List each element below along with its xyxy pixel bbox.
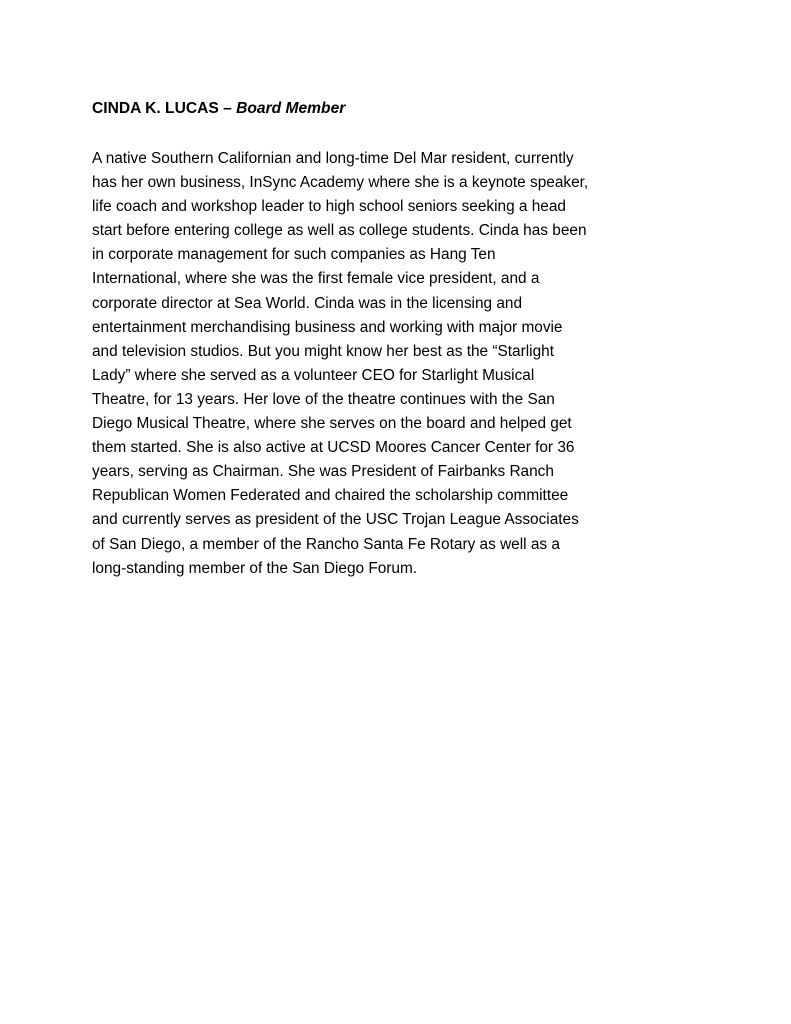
document-content	[92, 97, 732, 581]
bio-line: corporate director at Sea World. Cinda was in the licensing and	[92, 294, 523, 312]
heading-separator: –	[218, 100, 237, 117]
profile-heading	[92, 97, 732, 121]
bio-line: life coach and workshop leader to high school seniors seeking a head	[92, 198, 566, 216]
bio-line: and currently serves as president of the USC Trojan League Associates	[92, 511, 579, 529]
bio-line: A native Southern Californian and long-time Del Mar resident, currently	[92, 150, 574, 167]
bio-line: entertainment merchandising business and working with major movie	[92, 318, 563, 336]
bio-line: and television studios. But you might know her best as the “Starlight	[92, 342, 554, 360]
person-name: CINDA K. LUCAS	[92, 100, 219, 117]
bio-line: Diego Musical Theatre, where she serves on the board and helped get	[92, 415, 572, 433]
bio-line: Lady” where she served as a volunteer CEO for Starlight Musical	[92, 366, 535, 384]
bio-line: of San Diego, a member of the Rancho Santa Fe Rotary as well as a	[92, 535, 560, 553]
bio-line: in corporate management for such companies as Hang Ten	[92, 246, 496, 264]
bio-line: start before entering college as well as college students. Cinda has been	[92, 222, 587, 240]
bio-line: them started. She is also active at UCSD Moores Cancer Center for 36	[92, 439, 575, 457]
bio-line: long-standing member of the San Diego Forum.	[92, 559, 418, 577]
bio-line: years, serving as Chairman. She was President of Fairbanks Ranch	[92, 463, 554, 481]
person-role: Board Member	[236, 100, 346, 117]
bio-line: has her own business, InSync Academy where she is a keynote speaker,	[92, 174, 589, 192]
bio-line: International, where she was the first female vice president, and a	[92, 270, 540, 288]
bio-line: Republican Women Federated and chaired the scholarship committee	[92, 487, 569, 505]
bio-line: Theatre, for 13 years. Her love of the theatre continues with the San	[92, 390, 555, 408]
biography-paragraph	[92, 147, 732, 581]
